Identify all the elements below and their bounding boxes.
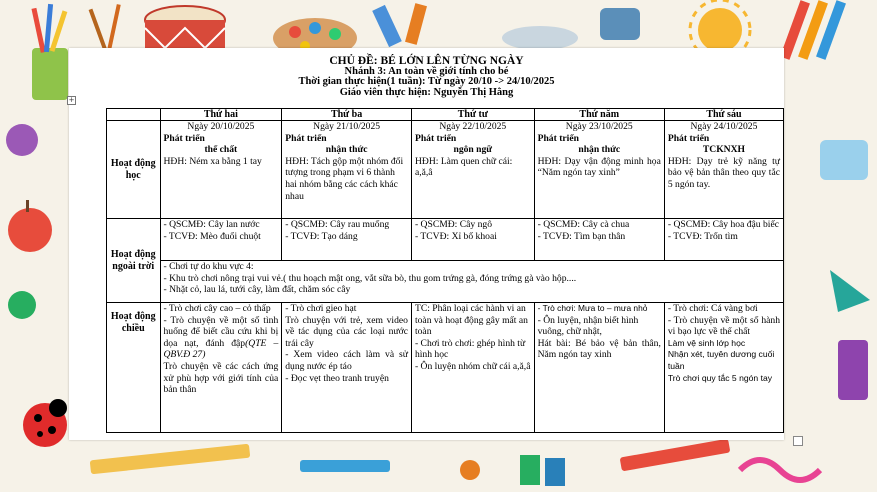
cell-line-ref: (QTE –QBV.Đ 27) <box>163 337 279 361</box>
cell-domain: Phát triển <box>537 132 579 144</box>
cell-line: Trò chuyện về các cách ứng xử phù hợp với giới tính của bản thân <box>163 360 279 396</box>
cell-chieu-tue[interactable] <box>282 303 412 433</box>
cell-line: - Xem video cách làm và sử dụng nước ép táo <box>285 349 408 372</box>
cell-line: - Khu trò chơi nông trại vui vẻ.( thu hoạch mật ong, vắt sữa bò, thu gom trứng gà, đóng trứng gà vào hộp.... <box>163 272 577 284</box>
cell-hoc-wed[interactable] <box>411 121 534 219</box>
plan-period: Thời gian thực hiện(1 tuần): Từ ngày 20/10 -> 24/10/2025 <box>298 76 555 87</box>
cell-line: - Ôn luyện nhóm chữ cái a,ă,â <box>414 360 531 372</box>
table-move-handle-icon[interactable]: + <box>68 96 75 104</box>
header-empty-cell <box>107 109 161 121</box>
cell-line: - QSCMĐ: Cây cà chua <box>537 219 630 230</box>
cell-activity: HĐH: Tách gộp một nhóm đối tượng trong phạm vi 6 thành hai nhóm bằng các cách khác nhau <box>285 155 404 202</box>
lesson-plan-page <box>69 48 784 440</box>
row-label: Hoạt động ngoài trời <box>107 219 161 303</box>
cell-domain-sub: TCKNXH <box>702 144 745 156</box>
cell-ngoaitroi-fri[interactable] <box>664 219 783 261</box>
cell-activity: HĐH: Dạy trẻ kỹ năng tự bảo vệ bản thân theo quy tắc 5 ngón tay. <box>667 155 780 190</box>
row-label: Hoạt động học <box>107 121 161 219</box>
cell-domain: Phát triển <box>163 132 205 144</box>
cell-domain: Phát triển <box>414 132 457 144</box>
cell-domain-sub: thể chất <box>204 144 238 156</box>
cell-ngoaitroi-thu[interactable] <box>534 219 664 261</box>
cell-line: - Trò chơi: Mưa to – mưa nhỏ <box>537 303 648 313</box>
cell-hoc-mon[interactable] <box>160 121 282 219</box>
cell-date: Ngày 22/10/2025 <box>439 121 507 132</box>
cell-line: - TCVĐ: Tìm bạn thân <box>537 230 626 242</box>
row-ngoai-troi-specific <box>107 219 784 261</box>
cell-line: - QSCMĐ: Cây hoa đậu biếc <box>667 219 779 230</box>
cell-date: Ngày 20/10/2025 <box>187 121 255 132</box>
cell-line: - Đọc vẹt theo tranh truyện <box>285 372 389 384</box>
cell-ngoaitroi-wed[interactable] <box>411 219 534 261</box>
cell-line: Hát bài: Bé bảo vệ bản thân, Năm ngón tay xinh <box>537 337 661 361</box>
plan-title: CHỦ ĐỀ: BÉ LỚN LÊN TỪNG NGÀY <box>329 55 524 67</box>
cell-domain-sub: nhận thức <box>325 144 368 156</box>
apple-icon <box>8 208 52 252</box>
plan-header <box>69 56 784 98</box>
cell-date: Ngày 21/10/2025 <box>313 121 381 132</box>
pencil-cup-icon <box>31 4 68 100</box>
cell-line: Trò chuyện với trẻ, xem video về tác dụng của các loại nước trái cây <box>285 314 408 349</box>
table-header-row <box>107 109 784 121</box>
cell-chieu-thu[interactable] <box>534 303 664 433</box>
cell-ngoaitroi-tue[interactable] <box>282 219 412 261</box>
cell-activity: HĐH: Làm quen chữ cái: a,ă,â <box>414 155 513 179</box>
cell-date: Ngày 24/10/2025 <box>690 121 758 132</box>
cell-line: - Trò chơi: Cá vàng bơi <box>667 303 758 314</box>
cell-line: - QSCMĐ: Cây rau muống <box>285 219 390 230</box>
row-hoat-dong-chieu <box>107 303 784 433</box>
cell-ngoaitroi-common[interactable] <box>160 261 784 303</box>
header-day: Thứ hai <box>160 109 282 121</box>
cell-line: - Chơi tự do khu vực 4: <box>163 261 254 272</box>
cell-line: Trò chơi quy tắc 5 ngón tay <box>667 372 773 383</box>
cell-activity: HĐH: Ném xa bằng 1 tay <box>163 155 262 167</box>
cell-line: - Trò chơi cây cao – cỏ thấp <box>163 303 271 314</box>
cell-date: Ngày 23/10/2025 <box>565 121 633 132</box>
header-day: Thứ tư <box>411 109 534 121</box>
drum-icon <box>145 6 225 50</box>
table-resize-handle-icon[interactable] <box>793 436 803 446</box>
cell-ngoaitroi-mon[interactable] <box>160 219 282 261</box>
row-label: Hoạt động chiều <box>107 303 161 433</box>
plan-branch: Nhánh 3: An toàn về giới tính cho bé <box>344 65 509 77</box>
header-day: Thứ sáu <box>664 109 783 121</box>
cell-line: - TCVĐ: Xỉ bố khoai <box>414 230 497 242</box>
cell-line: - Trò chuyện về một số hành vi bạo lực về thể chất <box>667 314 780 338</box>
cell-chieu-fri[interactable] <box>664 303 783 433</box>
cell-line: - Nhặt cỏ, lau lá, tưới cây, làm đất, chăm sóc cây <box>163 284 351 296</box>
plan-teacher: Giáo viên thực hiện: Nguyễn Thị Hằng <box>339 86 514 98</box>
cell-domain-sub: ngôn ngữ <box>453 144 493 156</box>
schedule-table <box>106 108 784 433</box>
cell-chieu-mon[interactable] <box>160 303 282 433</box>
cell-line: - TCVĐ: Trốn tìm <box>667 230 738 242</box>
cell-hoc-thu[interactable] <box>534 121 664 219</box>
header-day: Thứ ba <box>282 109 412 121</box>
cell-line: - TCVĐ: Mèo đuổi chuột <box>163 230 261 242</box>
header-day: Thứ năm <box>534 109 664 121</box>
cell-line: - Trò chuyện về một số tình huống để biết cầu cứu khi bị dọa nạt, đánh đập <box>163 314 279 349</box>
cell-line: - Ôn luyện, nhận biết hình vuông, chữ nhật, <box>537 314 639 338</box>
cell-line: - TCVĐ: Tạo dáng <box>285 230 358 242</box>
cup-icon <box>820 140 868 180</box>
cell-line: - QSCMĐ: Cây ngô <box>414 219 492 230</box>
cell-line: - QSCMĐ: Cây lan nước <box>163 219 260 230</box>
row-hoat-dong-hoc <box>107 121 784 219</box>
cell-hoc-fri[interactable] <box>664 121 783 219</box>
cell-hoc-tue[interactable] <box>282 121 412 219</box>
row-ngoai-troi-common <box>107 261 784 303</box>
cell-chieu-wed[interactable] <box>411 303 534 433</box>
cell-domain: Phát triển <box>285 132 327 144</box>
crayon-icon <box>520 455 540 485</box>
cell-line: - Chơi trò chơi: ghép hình từ hình học <box>414 337 526 361</box>
cell-domain: Phát triển <box>667 132 710 144</box>
cell-line: Nhận xét, tuyên dương cuối tuần <box>667 349 775 371</box>
cell-domain-sub: nhận thức <box>578 144 621 156</box>
cell-activity: HĐH: Dạy vận động minh họa “Năm ngón tay xinh” <box>537 155 661 179</box>
cell-line: - Trò chơi gieo hạt <box>285 303 357 314</box>
cell-line: Làm vệ sinh lớp học <box>667 337 746 348</box>
cell-line: TC: Phân loại các hành vi an toàn và hoạt động gây mất an toàn <box>414 303 528 338</box>
